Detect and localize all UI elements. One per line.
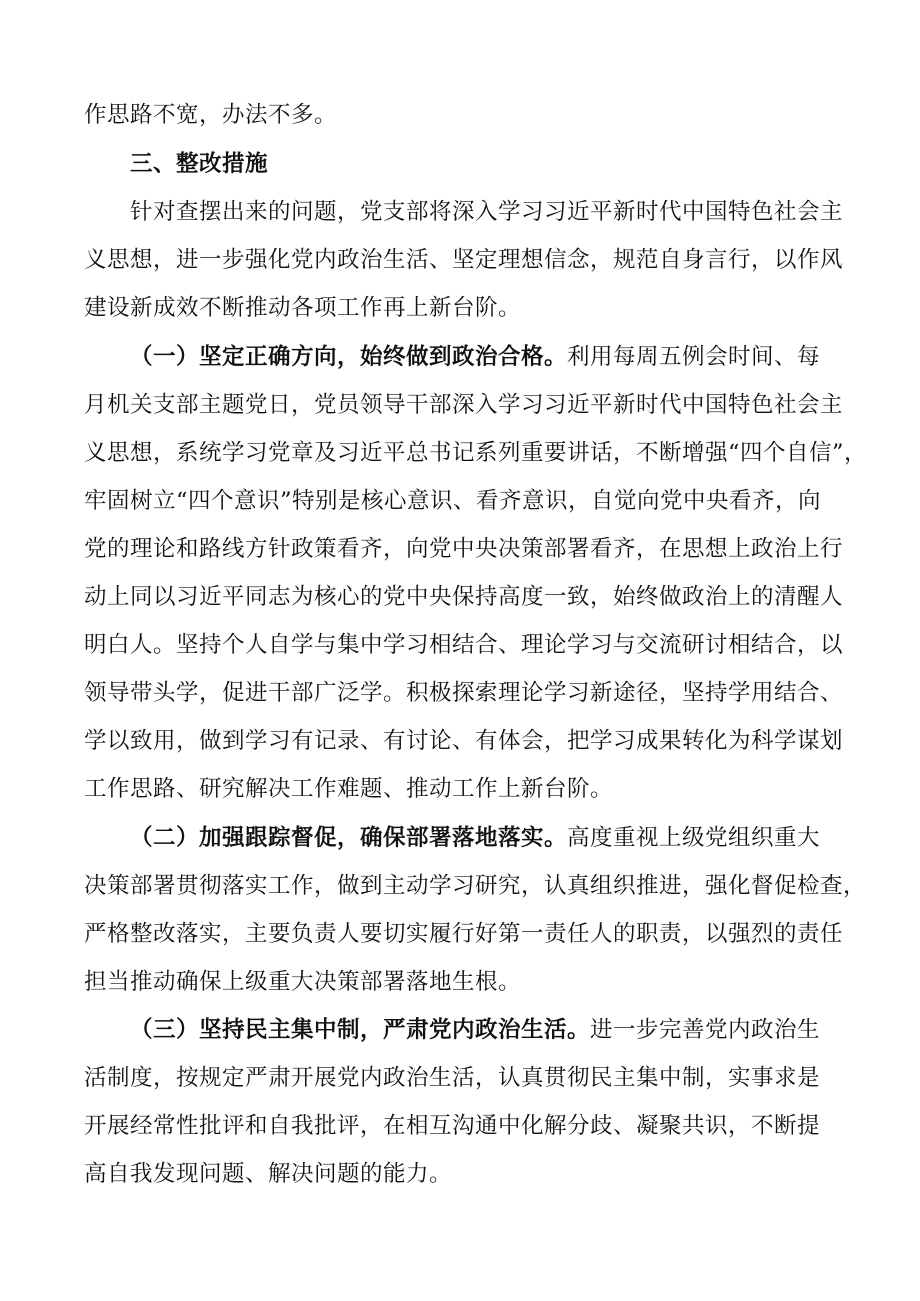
- paragraph-text: 进一步完善党内政治生: [590, 1017, 821, 1043]
- paragraph-line: 作思路不宽，办法不多。: [84, 102, 338, 128]
- paragraph-line: 义思想，进一步强化党内政治生活、坚定理想信念，规范自身言行，以作风: [84, 247, 844, 273]
- paragraph-line: 针对查摆出来的问题，党支部将深入学习习近平新时代中国特色社会主: [130, 199, 844, 225]
- paragraph-line: 牢固树立“四个意识”特别是核心意识、看齐意识，自觉向党中央看齐，向: [84, 488, 822, 514]
- subsection-heading: （三）坚持民主集中制，严肃党内政治生活。: [130, 1017, 591, 1043]
- paragraph-line: 严格整改落实，主要负责人要切实履行好第一责任人的职责，以强烈的责任: [84, 921, 844, 947]
- paragraph-line: [130, 824, 820, 852]
- paragraph-line: 决策部署贯彻落实工作，做到主动学习研究，认真组织推进，强化督促检查，: [84, 873, 867, 899]
- paragraph-text: 利用每周五例会时间、每: [567, 344, 821, 370]
- paragraph-line: 义思想，系统学习党章及习近平总书记系列重要讲话，不断增强“四个自信”，: [84, 440, 868, 466]
- paragraph-line: 领导带头学，促进干部广泛学。积极探索理论学习新途径，坚持学用结合、: [84, 680, 844, 706]
- paragraph-text: 高度重视上级党组织重大: [567, 825, 821, 851]
- paragraph-line: 开展经常性批评和自我批评，在相互沟通中化解分歧、凝聚共识，不断提: [84, 1113, 821, 1139]
- paragraph-line: 明白人。坚持个人自学与集中学习相结合、理论学习与交流研讨相结合，以: [84, 632, 844, 658]
- paragraph-line: 建设新成效不断推动各项工作再上新台阶。: [84, 295, 522, 321]
- paragraph-line: 月机关支部主题党日，党员领导干部深入学习习近平新时代中国特色社会主: [84, 392, 844, 418]
- paragraph-line: 工作思路、研究解决工作难题、推动工作上新台阶。: [84, 776, 614, 802]
- paragraph-line: 学以致用，做到学习有记录、有讨论、有体会，把学习成果转化为科学谋划: [84, 728, 844, 754]
- paragraph-line: 党的理论和路线方针政策看齐，向党中央决策部署看齐，在思想上政治上行: [84, 536, 844, 562]
- paragraph-line: 担当推动确保上级重大决策部署落地生根。: [84, 969, 522, 995]
- section-heading: 三、整改措施: [130, 151, 269, 177]
- paragraph-line: [130, 343, 820, 371]
- paragraph-line: 动上同以习近平同志为核心的党中央保持高度一致，始终做政治上的清醒人: [84, 584, 844, 610]
- paragraph-line: 活制度，按规定严肃开展党内政治生活，认真贯彻民主集中制，实事求是: [84, 1065, 821, 1091]
- subsection-heading: （二）加强跟踪督促，确保部署落地落实。: [130, 825, 568, 851]
- paragraph-line: 高自我发现问题、解决问题的能力。: [84, 1161, 453, 1187]
- paragraph-line: [130, 1016, 820, 1044]
- subsection-heading: （一）坚定正确方向，始终做到政治合格。: [130, 344, 568, 370]
